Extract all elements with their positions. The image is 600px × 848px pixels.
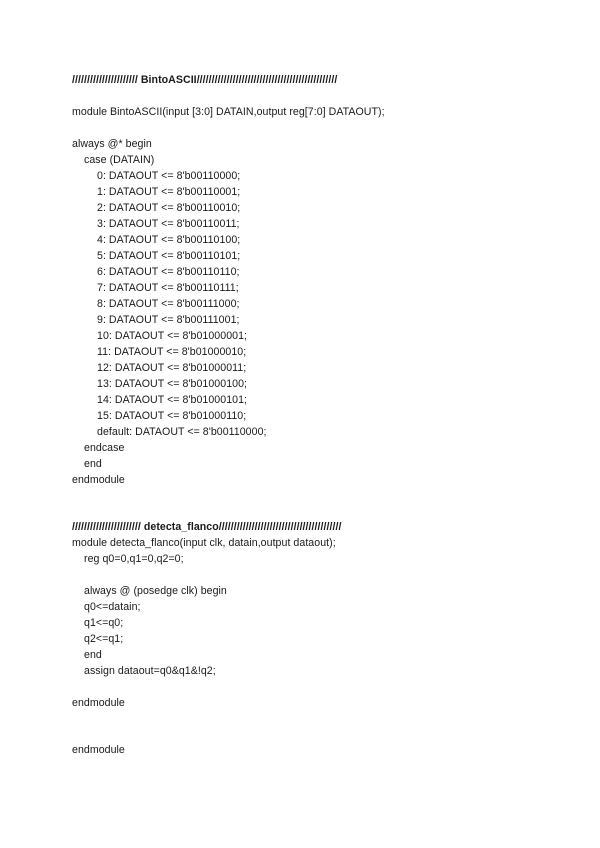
case-line: case (DATAIN): [84, 154, 155, 166]
case-item: 10: DATAOUT <= 8'b01000001;: [97, 330, 248, 342]
assign-statement: assign dataout=q0&q1&!q2;: [84, 665, 216, 677]
case-item: 15: DATAOUT <= 8'b01000110;: [97, 410, 247, 422]
case-item: 13: DATAOUT <= 8'b01000100;: [97, 378, 248, 390]
case-item: 5: DATAOUT <= 8'b00110101;: [97, 250, 241, 262]
section2-header: [72, 521, 341, 534]
header-slashes-right: ///////////////////////////////////////////////: [196, 74, 338, 86]
case-item: 11: DATAOUT <= 8'b01000010;: [97, 346, 247, 358]
header-slashes-left: //////////////////////: [72, 74, 138, 86]
case-item: 9: DATAOUT <= 8'b00111001;: [97, 314, 240, 326]
case-item: 0: DATAOUT <= 8'b00110000;: [97, 170, 241, 182]
module-declaration: module detecta_flanco(input clk, datain,output dataout);: [72, 537, 336, 549]
end-line: end: [84, 649, 102, 661]
reg-declaration: reg q0=0,q1=0,q2=0;: [84, 553, 184, 565]
assign-line: q0<=datain;: [84, 601, 141, 613]
endmodule-line: endmodule: [72, 744, 125, 756]
header-slashes-right: /////////////////////////////////////////: [218, 521, 342, 533]
case-item: 8: DATAOUT <= 8'b00111000;: [97, 298, 240, 310]
case-item: 7: DATAOUT <= 8'b00110111;: [97, 282, 239, 294]
end-line: end: [84, 458, 102, 470]
endmodule-line: endmodule: [72, 697, 125, 709]
case-default: default: DATAOUT <= 8'b00110000;: [97, 426, 267, 438]
case-item: 3: DATAOUT <= 8'b00110011;: [97, 218, 240, 230]
case-item: 2: DATAOUT <= 8'b00110010;: [97, 202, 241, 214]
header-slashes-left: ///////////////////////: [72, 521, 141, 533]
case-item: 6: DATAOUT <= 8'b00110110;: [97, 266, 240, 278]
endmodule-line: endmodule: [72, 474, 125, 486]
always-begin-line: always @* begin: [72, 138, 152, 150]
case-item: 4: DATAOUT <= 8'b00110100;: [97, 234, 241, 246]
header-title: BintoASCII: [140, 74, 197, 86]
case-item: 12: DATAOUT <= 8'b01000011;: [97, 362, 247, 374]
module-declaration: module BintoASCII(input [3:0] DATAIN,output reg[7:0] DATAOUT);: [72, 106, 385, 118]
assign-line: q1<=q0;: [84, 617, 124, 629]
section1-header: [72, 74, 337, 87]
header-title: detecta_flanco: [143, 521, 219, 533]
assign-line: q2<=q1;: [84, 633, 124, 645]
always-line: always @ (posedge clk) begin: [84, 585, 227, 597]
case-item: 14: DATAOUT <= 8'b01000101;: [97, 394, 248, 406]
case-item: 1: DATAOUT <= 8'b00110001;: [97, 186, 241, 198]
endcase-line: endcase: [84, 442, 125, 454]
